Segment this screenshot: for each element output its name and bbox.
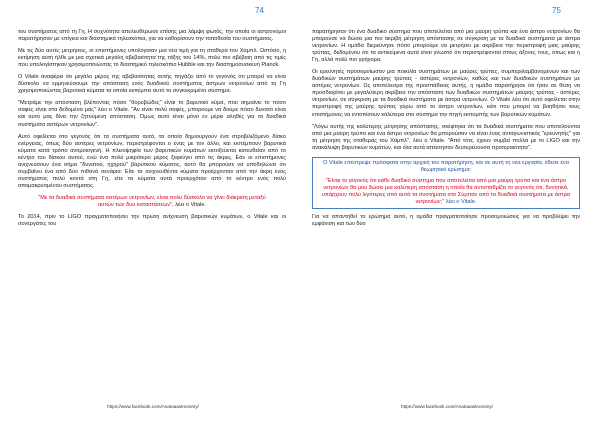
highlight-box [312,157,580,209]
paragraph: παρατήρησαν ότι ένα δυαδικό σύστημα που αποτελείται από μια μαύρη τρύπα και ένα άστρο νετρονίων θα μπορούσε να δώσει μια πιο ακριβή μέτρηση απόστασης σε σύγκριση με τα δυαδικά συστήματα με άστρα νετρονίων. Η ομάδα διερεύνησε πόσο μπορούμε να μετρήσει με ακρίβεια την περιστροφή μιας μαύρης τρύπας, δεδομένου ότι τα αντικείμενα αυτά είναι γνωστό ότι περιστρέφονται στους άξονες τους, όπως και η Γη, αλλά πολύ πιο γρήγορα. [312,29,580,64]
right-page-body [312,29,580,233]
pull-quote-text: "Με τα δυαδικά συστήματα αστέρων νετρονίων, είναι πολύ δύσκολο να γίνει διάκριση μεταξύ αυτών των δύο καταστάσεων", [38,194,266,208]
pull-quote [18,195,286,209]
paragraph: του συστήματος από τη Γη. Η συχνότητα απελευθέρωσε επίσης μια λάμψη φωτός, την οποία οι αστρονόμοι παρατήρησαν με επίγεια και διαστημικά τηλεσκόπια, για να καθορίσουν την τοποθεσία του συστήματος. [18,29,286,43]
highlight-box-quote [317,178,575,206]
highlight-box-quote-author: λέει ο Vitale. [445,198,477,205]
page-number-right: 75 [552,6,561,15]
paragraph: "Λόγω αυτής της καλύτερης μέτρησης απόστασης, σκέφτηκα ότι τα δυαδικά συστήματα που αποτελούνται από μια μαύρη τρύπα και ένα άστρο νετρονίων θα μπορούσαν να είναι ένας ανταγωνιστικός "ερευνητής" για τη μέτρηση της σταθεράς του Χάμπλ", λέει ο Vitale. "Από τότε, έχουν συμβεί πολλά με το LIGO και την ανακάλυψη βαρυτικών κυμάτων, και όλα αυτά απέκτησαν δευτερεύουσα προτεραιότητα". [312,123,580,151]
left-page-body [18,29,286,233]
footer-link-right[interactable]: https://www.facebook.com/Anatoaastronomy/ [401,404,493,409]
left-page [18,0,288,424]
right-page [312,0,582,424]
highlight-box-heading: Ο Vitale επέστρεψε πρόσφατα στην αρχική του παρατήρηση, και σε αυτή τη νέα εργασία, έθεσε ένα θεωρητικό ερώτημα: [323,159,569,173]
pull-quote-author: λέει ο Vitale. [175,201,206,208]
paragraph: Για να απαντηθεί το ερώτημα αυτό, η ομάδα πραγματοποίησε προσομοιώσεις για να προβλέψει την εμφάνιση και των δύο [312,214,580,228]
paragraph: Αυτό οφείλεται στο γεγονός ότι τα συστήματα αυτά, τα οποία δημιουργούν ένα στροβιλιζόμενο δίσκο ενέργειας, όπως δύο αστέρες νετρονίων, περιστρέφονται ο ένας με τον άλλο, και εκπέμπουν βαρυτικά κύματα κατά τρόπο ανομοιογενή. Η πλειοψηφία των βαρυτικών κυμάτων εκτοξεύεται κατευθείαν από το κέντρο του δίσκου αυτού, ενώ ένα πολύ μικρότερο μέρος ξεφεύγει από τις άκρες. Εάν οι επιστήμονες ανιχνεύσουν ένα σήμα "δυνατού, ηχηρού" βαρυτικού κύματος, αυτό θα μπορούσε να υποδηλώνει ότι συμβαίνει ένα από δύο πιθανά σενάρια: Είτε τα ανιχνευθέντα κύματα προέρχονταν από την άκρη ενός συστήματος πολύ κοντά στη Γη, είτε τα κύματα αυτά προερχόταν από το κέντρο ενός πολύ απομακρυσμένου συστήματος. [18,133,286,189]
highlight-box-quote-text: "Είναι το γεγονός ότι κάθε δυαδικό σύστημα που αποτελείται από μια μαύρη τρύπα και ένα άστρο νετρονίων θα μου δώσει μια καλύτερη απόσταση η οποία θα αντισταθμίζει το γεγονός ότι, δυνητικά, υπάρχουν πολύ λιγότερες από αυτά τα συστήματα στο Σύμπαν από τα δυαδικά συστήματα με άστρα νετρονίων;" [321,177,571,205]
paragraph: Το 2014, πριν το LIGO πραγματοποιήσει την πρώτη ανίχνευση βαρυτικών κυμάτων, ο Vitale και οι συνεργάτες του [18,214,286,228]
paragraph: "Μετράμε την απόσταση βλέποντας πόσο "θορυβώδες" είναι το βαρυτικό κύμα, που σημαίνει το πόσο σαφές είναι στα δεδομένα μας" λέει ο Vitale. "Αν είναι πολύ σαφές, μπορούμε να δούμε πόσο δυνατό είναι και αυτό μας δίνει την ζητούμενη απόσταση. Όμως αυτό είναι μόνο εν μέρει αληθές για τα δυαδικά συστήματα αστέρων νετρονίων". [18,100,286,128]
footer-link-left[interactable]: https://www.facebook.com/Anatoaastronomy/ [107,404,199,409]
paragraph: Οι ερευνητές προσομοίωσαν μια ποικιλία συστημάτων με μαύρες τρύπες, συμπεριλαμβανομένων και των δυαδικών συστημάτων μαύρης τρύπας - αστέρες νετρονίων, καθώς και των δυαδικών συστημάτων με αστέρες νετρονίων. Ως αποτέλεσμα της προσπάθειας αυτής, η ομάδα παρατήρησε ότι ήταν σε θέση να προσδιορίσει με μεγαλύτερη ακρίβεια την απόσταση των δυαδικών συστημάτων μαύρης τρύπας - αστέρες νετρονίων, σε σύγκριση με τα δυαδικά συστήματα με άστρα νετρονίων. Ο Vitale λέει ότι αυτό οφείλεται στην περιστροφή της μαύρης τρύπας γύρω από το άστρο νετρονίων, κάτι που μπορεί να βοηθήσει τους επιστήμονες να εντοπίσουν καλύτερα στο σύστημα την πηγή εκπομπής των βαρυτικών κυμάτων. [312,69,580,118]
paragraph: Με τις δύο αυτές μετρήσεις, οι επιστήμονες υπολόγισαν μια νέα τιμή για τη σταθερά του Χάμπλ. Ωστόσο, η εκτίμηση αυτή ήλθε με μια σχετικά μεγάλη αβεβαιότητα της τάξης του 14%, πολύ πιο αβέβαιη από τις τιμές που υπολογίστηκαν χρησιμοποιώντας το διαστημικό τηλεσκόπιο Hubble και την διαστημοσυσκευή Planck. [18,48,286,69]
paragraph: Ο Vitale αναφέρει ότι μεγάλο μέρος της αβεβαιότητας αυτής πηγάζει από το γεγονός ότι μπορεί να είναι δύσκολο να ερμηνεύσουμε την απόσταση ενός δυαδικού συστήματος άστρων νετρονίων από τη Γη χρησιμοποιώντας βαρυτικά κύματα τα οποία εκπέμπει αυτό το συγκεκριμένο σύστημα. [18,74,286,95]
page-number-left: 74 [255,6,264,15]
